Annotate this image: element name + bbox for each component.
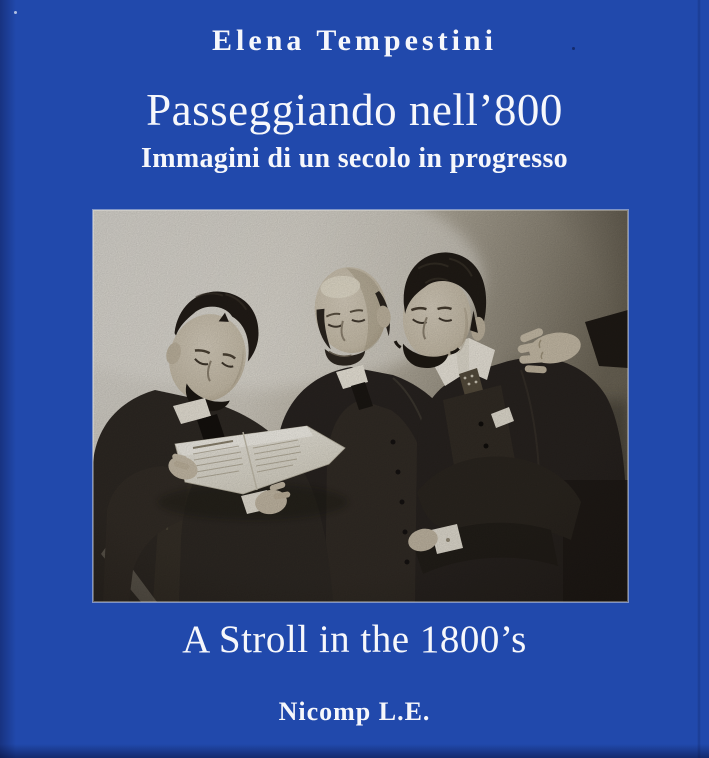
author-name: Elena Tempestini: [212, 24, 497, 57]
cover-photo-illustration: [93, 210, 628, 602]
cover-photo: [93, 210, 628, 602]
title-italian: Passeggiando nell’800: [146, 85, 563, 135]
scan-edge-bottom-shading: [0, 744, 709, 758]
publisher-name: Nicomp L.E.: [278, 697, 431, 726]
subtitle-italian: Immagini di un secolo in progresso: [141, 143, 568, 174]
title-english: A Stroll in the 1800’s: [182, 618, 527, 661]
scan-speck-dark: [572, 47, 575, 50]
scan-speck-white: [14, 11, 17, 14]
